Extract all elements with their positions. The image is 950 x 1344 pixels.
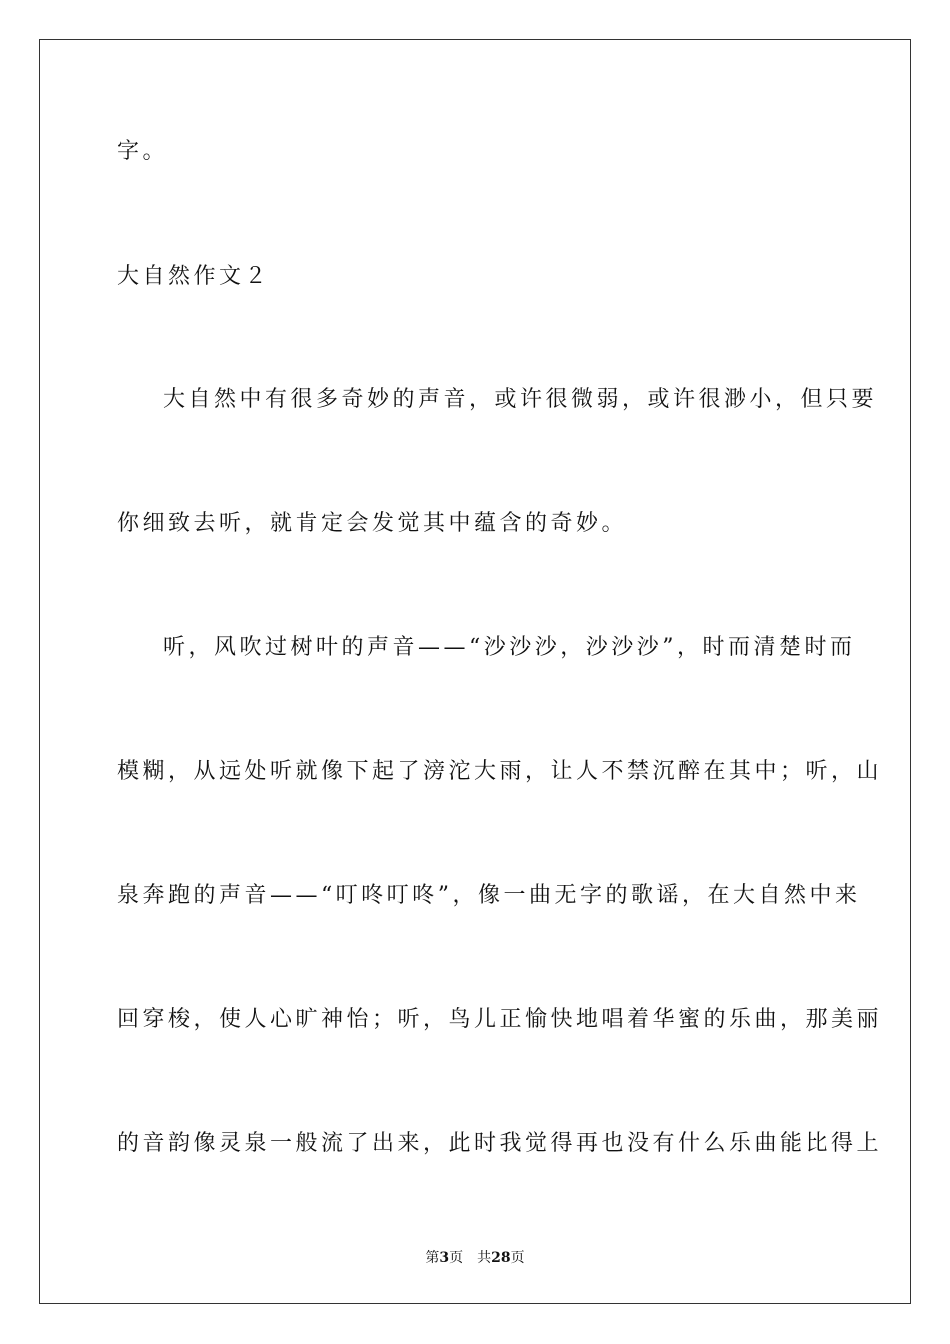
text-line: 你细致去听，就肯定会发觉其中蕴含的奇妙。: [117, 511, 628, 536]
page-footer: [0, 1249, 950, 1267]
text-line: 模糊，从远处听就像下起了滂沱大雨，让人不禁沉醉在其中；听，山: [117, 759, 883, 784]
text-line: 的音韵像灵泉一般流了出来，此时我觉得再也没有什么乐曲能比得上: [117, 1131, 883, 1156]
total-pages: 28: [491, 1250, 511, 1266]
section-heading: 大自然作文２: [117, 264, 271, 289]
page-prefix: 第: [425, 1250, 440, 1266]
text-line: 回穿梭，使人心旷神怡；听，鸟儿正愉快地唱着华蜜的乐曲，那美丽: [117, 1007, 883, 1032]
total-suffix: 页: [510, 1250, 525, 1266]
text-line: 大自然中有很多奇妙的声音，或许很微弱，或许很渺小，但只要: [163, 387, 878, 412]
page-number: 3: [439, 1250, 450, 1266]
page-border: [39, 39, 911, 1304]
text-line: 泉奔跑的声音——“叮咚叮咚”，像一曲无字的歌谣，在大自然中来: [117, 883, 861, 908]
page-suffix: 页: [449, 1250, 464, 1266]
total-prefix: 共: [477, 1250, 492, 1266]
text-line: 听，风吹过树叶的声音——“沙沙沙，沙沙沙”，时而清楚时而: [163, 635, 856, 660]
text-line: 字。: [117, 139, 169, 164]
